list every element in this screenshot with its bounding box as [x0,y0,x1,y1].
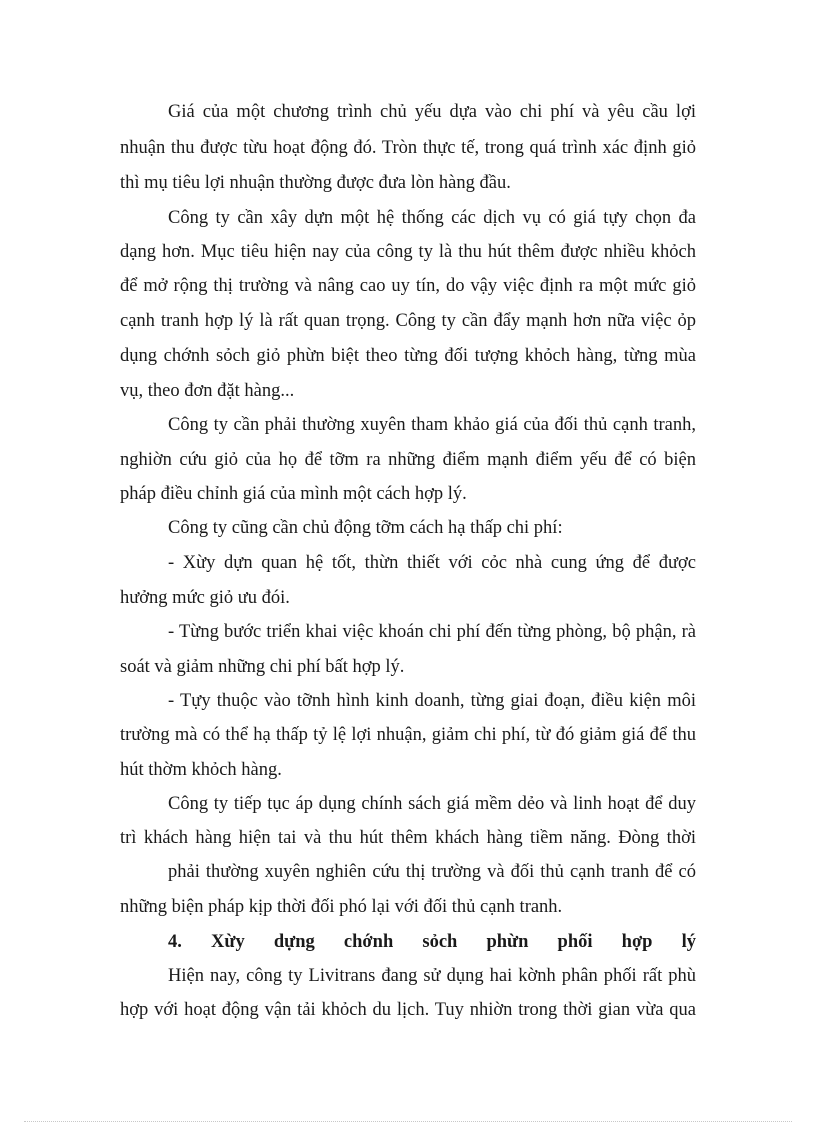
bullet-line: - Tựy thuộc vào tỡnh hình kinh doanh, từng giai đoạn, điều kiện môi [168,691,696,711]
body-line: dụng chớnh sỏch giỏ phừn biệt theo từng đối tượng khỏch hàng, từng mùa [120,346,696,366]
body-line: thì mụ tiêu lợi nhuận thường được đưa lòn hàng đầu. [120,173,511,193]
body-line: pháp điều chỉnh giá của mình một cách hợp lý. [120,484,467,504]
body-line: hưởng mức giỏ ưu đói. [120,588,290,608]
body-line: trường mà có thể hạ thấp tỷ lệ lợi nhuận, giảm chi phí, từ đó giảm giá để thu [120,725,696,745]
body-line: cạnh tranh hợp lý là rất quan trọng. Công ty cần đẩy mạnh hơn nữa việc ỏp [120,311,696,331]
body-line: phải thường xuyên nghiên cứu thị trường và đối thủ cạnh tranh để có [168,862,696,882]
body-line: để mở rộng thị trường và nâng cao uy tín, do vậy việc định ra một mức giỏ [120,276,696,296]
body-line: Công ty tiếp tục áp dụng chính sách giá mềm dẻo và linh hoạt để duy [168,794,696,814]
body-line: hợp với hoạt động vận tải khỏch du lịch. Tuy nhiờn trong thời gian vừa qua [120,1000,696,1020]
body-line: Giá của một chương trình chủ yếu dựa vào chi phí và yêu cầu lợi [168,102,696,122]
body-line: vụ, theo đơn đặt hàng... [120,381,295,401]
page-bottom-divider [24,1121,792,1122]
body-line: Công ty cần phải thường xuyên tham khảo giá của đối thủ cạnh tranh, [168,415,696,435]
body-line: soát và giảm những chi phí bất hợp lý. [120,657,405,677]
bullet-line: - Từng bước triển khai việc khoán chi phí đến từng phòng, bộ phận, rà [168,622,696,642]
bullet-line: - Xừy dựn quan hệ tốt, thừn thiết với cỏc nhà cung ứng để được [168,553,696,573]
body-line: Công ty cần xây dựn một hệ thống các dịch vụ có giá tựy chọn đa [168,208,696,228]
section-heading: 4. Xừy dựng chớnh sỏch phừn phối hợp lý [168,932,696,952]
body-line: trì khách hàng hiện tai và thu hút thêm khách hàng tiềm năng. Đòng thời [120,828,696,848]
body-line: Công ty cũng cần chủ động tỡm cách hạ thấp chi phí: [168,518,563,538]
body-line: Hiện nay, công ty Livitrans đang sử dụng hai kờnh phân phối rất phù [168,966,696,986]
body-line: những biện pháp kịp thời đối phó lại với đối thủ cạnh tranh. [120,897,563,917]
body-line: hút thờm khỏch hàng. [120,760,282,780]
body-line: nhuận thu được từu hoạt động đó. Tròn thực tế, trong quá trình xác định giỏ [120,138,696,158]
body-line: dạng hơn. Mục tiêu hiện nay của công ty là thu hút thêm được nhiều khỏch [120,242,696,262]
body-line: nghiờn cứu giỏ của họ để tỡm ra những điểm mạnh điểm yếu để có biện [120,450,696,470]
